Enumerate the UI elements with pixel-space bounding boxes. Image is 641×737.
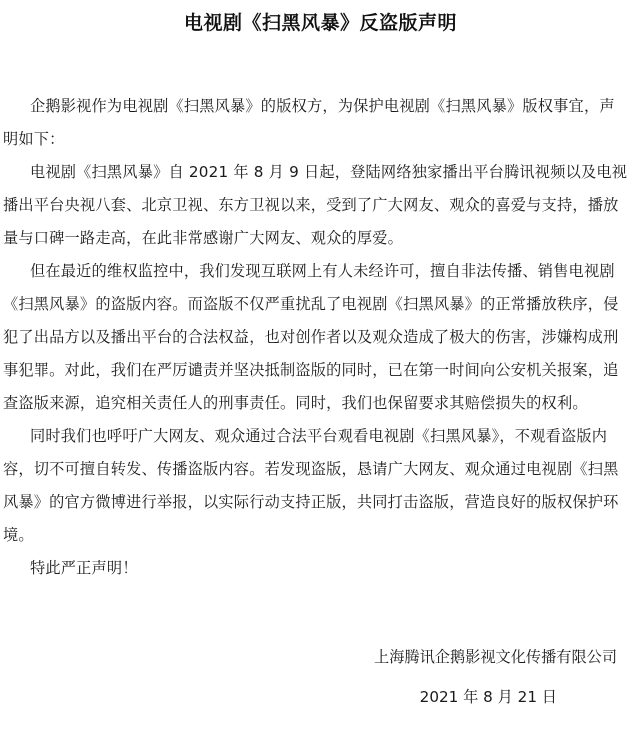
paragraph-line: 风暴》的官方微博进行举报，以实际行动支持正版，共同打击盗版，营造良好的版权保护环 bbox=[3, 493, 619, 511]
paragraph-line: 但在最近的维权监控中，我们发现互联网上有人未经许可，擅自非法传播、销售电视剧 bbox=[30, 262, 615, 280]
paragraph-line: 《扫黑风暴》的盗版内容。而盗版不仅严重扰乱了电视剧《扫黑风暴》的正常播放秩序，侵 bbox=[3, 295, 619, 313]
paragraph-line: 容，切不可擅自转发、传播盗版内容。若发现盗版，恳请广大网友、观众通过电视剧《扫黑 bbox=[3, 460, 619, 478]
paragraph-line: 播出平台央视八套、北京卫视、东方卫视以来，受到了广大网友、观众的喜爱与支持，播放 bbox=[3, 196, 619, 214]
paragraph-line: 企鹅影视作为电视剧《扫黑风暴》的版权方，为保护电视剧《扫黑风暴》版权事宜，声 bbox=[30, 97, 615, 115]
paragraph-line: 境。 bbox=[3, 526, 34, 544]
closing-statement: 特此严正声明！ bbox=[30, 559, 138, 577]
signature-date: 2021 年 8 月 21 日 bbox=[419, 688, 557, 706]
paragraph-line: 查盗版来源，追究相关责任人的刑事责任。同时，我们也保留要求其赔偿损失的权利。 bbox=[3, 394, 588, 412]
paragraph-line: 事犯罪。对此，我们在严厉谴责并坚决抵制盗版的同时，已在第一时间向公安机关报案，追 bbox=[3, 361, 619, 379]
paragraph-line: 电视剧《扫黑风暴》自 2021 年 8 月 9 日起，登陆网络独家播出平台腾讯视频以及电视 bbox=[30, 163, 628, 181]
paragraph-line: 同时我们也呼吁广大网友、观众通过合法平台观看电视剧《扫黑风暴》，不观看盗版内 bbox=[30, 427, 608, 445]
paragraph-line: 量与口碑一路走高，在此非常感谢广大网友、观众的厚爱。 bbox=[3, 229, 404, 247]
signature-company: 上海腾讯企鹅影视文化传播有限公司 bbox=[374, 648, 617, 666]
document-body bbox=[3, 90, 628, 585]
document-title: 电视剧《扫黑风暴》反盗版声明 bbox=[183, 12, 457, 34]
paragraph-line: 明如下： bbox=[3, 130, 65, 148]
paragraph-line: 犯了出品方以及播出平台的合法权益，也对创作者以及观众造成了极大的伤害，涉嫌构成刑 bbox=[3, 328, 619, 346]
